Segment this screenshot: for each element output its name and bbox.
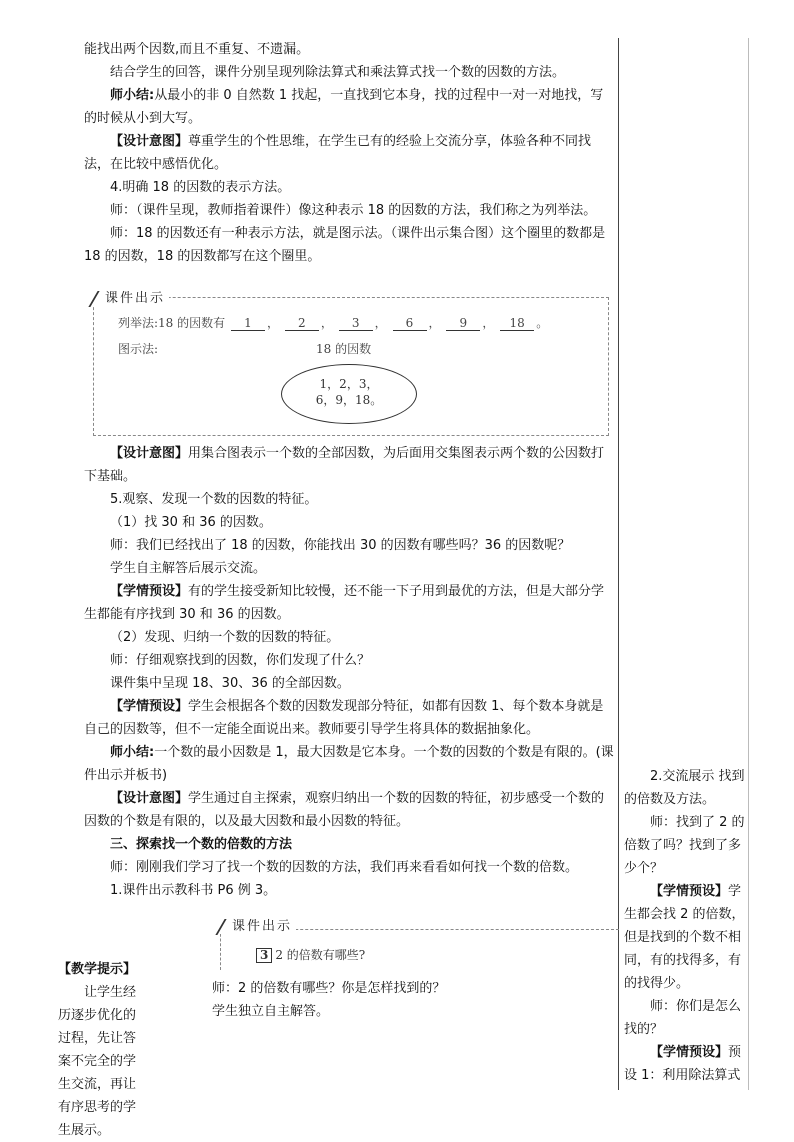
paragraph-label: 【设计意图】 [110,791,189,806]
example-question: 2 的倍数有哪些? [275,948,366,962]
paragraph-text: 1.课件出示教科书 P6 例 3。 [110,883,277,898]
paragraph [84,199,614,222]
listing-row [118,314,548,331]
paragraph [84,488,614,511]
separator: ， [320,316,333,330]
main-column-middle [84,442,614,902]
paragraph [84,38,614,61]
teaching-tip [58,958,148,1142]
paragraph [84,176,614,199]
side-column [624,765,746,1087]
paragraph [84,672,614,695]
paragraph-text: （2）发现、归纳一个数的因数的特征。 [110,630,340,645]
paragraph-label: 三、探索找一个数的倍数的方法 [110,837,293,852]
paragraph [84,741,614,787]
paragraph-text: 师：18 的因数还有一种表示方法，就是图示法。（课件出示集合图）这个圈里的数都是 18 的因数，18 的因数都写在这个圈里。 [84,226,606,264]
paragraph [624,880,746,995]
paragraph-label: 【学情预设】 [650,1045,729,1060]
paragraph [84,557,614,580]
main-column-top [84,38,614,268]
paragraph-text: 预设 1：利用除法算式 [624,1045,742,1083]
paragraph [84,856,614,879]
paragraph-text: 4.明确 18 的因数的表示方法。 [110,180,291,195]
paragraph-text: 师：仔细观察找到的因数，你们发现了什么？ [110,653,371,668]
paragraph-text: 师：刚刚我们学习了找一个数的因数的方法，我们再来看看如何找一个数的倍数。 [110,860,579,875]
paragraph-text: 5.观察、发现一个数的因数的特征。 [110,492,318,507]
paragraph-label: 【设计意图】 [110,446,189,461]
paragraph-text: 师：我们已经找出了 18 的因数，你能找出 30 的因数有哪些吗？36 的因数呢？ [110,538,571,553]
paragraph-label: 【学情预设】 [110,699,189,714]
paragraph [84,833,614,856]
paragraph-text: 师：找到了 2 的倍数了吗？找到了多少个？ [624,815,745,876]
paragraph [84,511,614,534]
courseware-box-example [220,920,620,968]
paragraph [624,995,746,1041]
main-column-bottom [212,977,612,1023]
paragraph-text: 用集合图表示一个数的全部因数，为后面用交集图表示两个数的公因数打下基础。 [84,446,605,484]
factor-blank: 1 [231,316,265,331]
paragraph-text: 学生自主解答后展示交流。 [110,561,267,576]
paragraph [84,649,614,672]
example-line [256,946,365,963]
courseware-tag: 课件出示 [93,287,169,306]
courseware-box-factors [93,292,609,436]
paragraph [624,1041,746,1087]
paragraph-label: 师小结: [110,745,155,760]
paragraph-text: 一个数的最小因数是 1，最大因数是它本身。一个数的因数的个数是有限的。(课件出示并板书) [84,745,614,783]
paragraph-text: 尊重学生的个性思维，在学生已有的经验上交流分享，体验各种不同找法，在比较中感悟优化。 [84,134,592,172]
paragraph-text: 学生会根据各个数的因数发现部分特征，如都有因数 1、每个数本身就是自己的因数等，但不一定能全面说出来。教师要引导学生将具体的数据抽象化。 [84,699,604,737]
listing-prefix: 18 的因数有 [158,316,226,330]
paragraph-text: （1）找 30 和 36 的因数。 [110,515,272,530]
paragraph-text: 能找出两个因数,而且不重复、不遗漏。 [84,42,310,57]
paragraph-text: 师：（课件呈现，教师指着课件）像这种表示 18 的因数的方法，我们称之为列举法。 [110,203,597,218]
column-divider-right [748,38,749,1090]
paragraph-text: 学生都会找 2 的倍数，但是找到的个数不相同，有的找得多，有的找得少。 [624,884,745,991]
paragraph-text: 学生独立自主解答。 [212,1004,330,1019]
diagram-label: 图示法: [118,342,159,356]
listing-label: 列举法: [118,316,159,330]
set-line-2: 6，9，18。 [315,393,383,407]
paragraph-text: 师：你们是怎么找的？ [624,999,742,1037]
tip-body: 让学生经历逐步优化的过程，先让答案不完全的学生交流，再让有序思考的学生展示。 [58,985,137,1138]
period: 。 [536,316,549,330]
paragraph-text: 学生通过自主探索，观察归纳出一个数的因数的特征，初步感受一个数的因数的个数是有限的，以及最大因数和最小因数的特征。 [84,791,605,829]
paragraph-text: 课件集中呈现 18、30、36 的全部因数。 [110,676,350,691]
paragraph [624,811,746,880]
paragraph [84,61,614,84]
paragraph [84,222,614,268]
paragraph [624,765,746,811]
set-line-1: 1，2，3， [319,377,379,391]
separator: ， [482,316,495,330]
paragraph [84,580,614,626]
paragraph [212,1000,612,1023]
set-diagram-ellipse [281,364,417,424]
paragraph [84,442,614,488]
paragraph [84,787,614,833]
factor-blank: 6 [393,316,427,331]
separator: ， [374,316,387,330]
factor-blank: 3 [339,316,373,331]
paragraph-text: 师：2 的倍数有哪些？你是怎样找到的？ [212,981,446,996]
paragraph-label: 【学情预设】 [650,884,729,899]
paragraph-label: 师小结: [110,88,155,103]
paragraph [84,534,614,557]
paragraph-text: 2.交流展示 找到的倍数及方法。 [624,769,745,807]
factor-blank: 9 [446,316,480,331]
factor-blank: 2 [285,316,319,331]
paragraph [84,695,614,741]
paragraph-label: 【设计意图】 [110,134,189,149]
set-title: 18 的因数 [316,342,372,356]
paragraph-text: 有的学生接受新知比较慢，还不能一下子用到最优的方法，但是大部分学生都能有序找到 30 和 36 的因数。 [84,584,605,622]
separator: ， [266,316,279,330]
paragraph [84,879,614,902]
paragraph-text: 结合学生的回答，课件分别呈现列除法算式和乘法算式找一个数的因数的方法。 [110,65,566,80]
example-number: 3 [256,948,272,963]
paragraph [84,130,614,176]
paragraph [212,977,612,1000]
separator: ， [428,316,441,330]
factor-blank: 18 [500,316,534,331]
paragraph-text: 从最小的非 0 自然数 1 找起，一直找到它本身，找的过程中一对一对地找，写的时候从小到大写。 [84,88,604,126]
paragraph [84,626,614,649]
tip-title: 【教学提示】 [58,962,137,977]
paragraph [84,84,614,130]
paragraph-label: 【学情预设】 [110,584,189,599]
courseware-tag: 课件出示 [220,915,296,934]
